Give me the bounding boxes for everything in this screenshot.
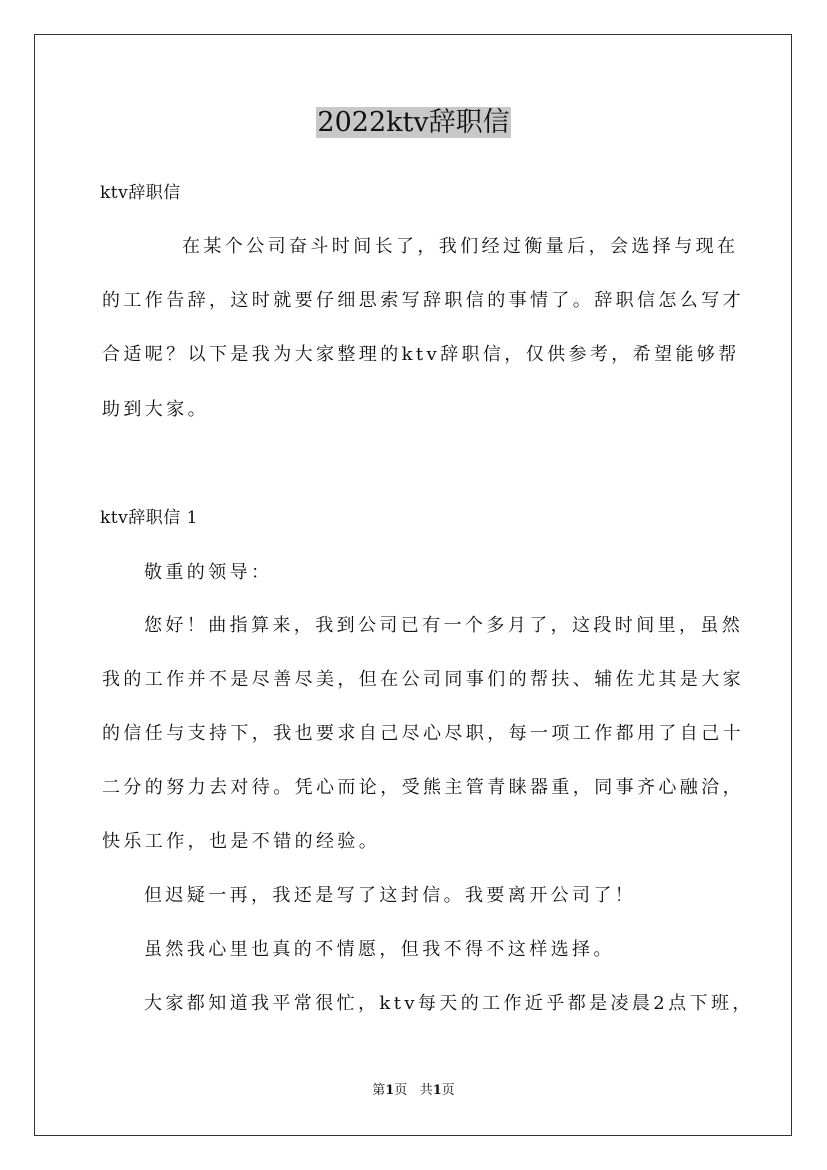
intro-line: 的工作告辞，这时就要仔细思索写辞职信的事情了。辞职信怎么写才 [102, 290, 744, 311]
paragraph-line: 大家都知道我平常很忙，ktv每天的工作近乎都是凌晨2点下班， [144, 993, 754, 1014]
salutation: 敬重的领导： [144, 562, 273, 583]
section-heading: ktv辞职信 1 [100, 508, 198, 528]
paragraph-line: 的信任与支持下，我也要求自己尽心尽职，每一项工作都用了自己十 [102, 723, 744, 744]
intro-line: 助到大家。 [102, 399, 209, 420]
footer-page-prefix: 第 [372, 1083, 386, 1098]
paragraph-line: 但迟疑一再，我还是写了这封信。我要离开公司了！ [144, 885, 637, 906]
intro-heading: ktv辞职信 [100, 183, 181, 203]
paragraph-line: 我的工作并不是尽善尽美，但在公司同事们的帮扶、辅佐尤其是大家 [102, 669, 744, 690]
paragraph-line: 快乐工作，也是不错的经验。 [102, 831, 381, 852]
footer-total-number: 1 [432, 1083, 442, 1098]
footer-page-suffix: 页 [394, 1083, 408, 1098]
intro-line: 在某个公司奋斗时间长了，我们经过衡量后，会选择与现在 [182, 236, 739, 257]
footer-total-suffix: 页 [441, 1083, 455, 1098]
paragraph-line: 虽然我心里也真的不情愿，但我不得不这样选择。 [144, 939, 615, 960]
footer-page-number: 1 [385, 1083, 395, 1098]
footer-total-prefix: 共 [419, 1083, 433, 1098]
document-title-text: 2022ktv辞职信 [317, 107, 510, 138]
intro-line: 合适呢？以下是我为大家整理的ktv辞职信，仅供参考，希望能够帮 [102, 344, 740, 365]
page-footer [0, 1082, 827, 1100]
document-title [0, 104, 827, 142]
paragraph-line: 您好！曲指算来，我到公司已有一个多月了，这段时间里，虽然 [144, 615, 744, 636]
paragraph-line: 二分的努力去对待。凭心而论，受熊主管青睐器重，同事齐心融洽， [102, 777, 744, 798]
